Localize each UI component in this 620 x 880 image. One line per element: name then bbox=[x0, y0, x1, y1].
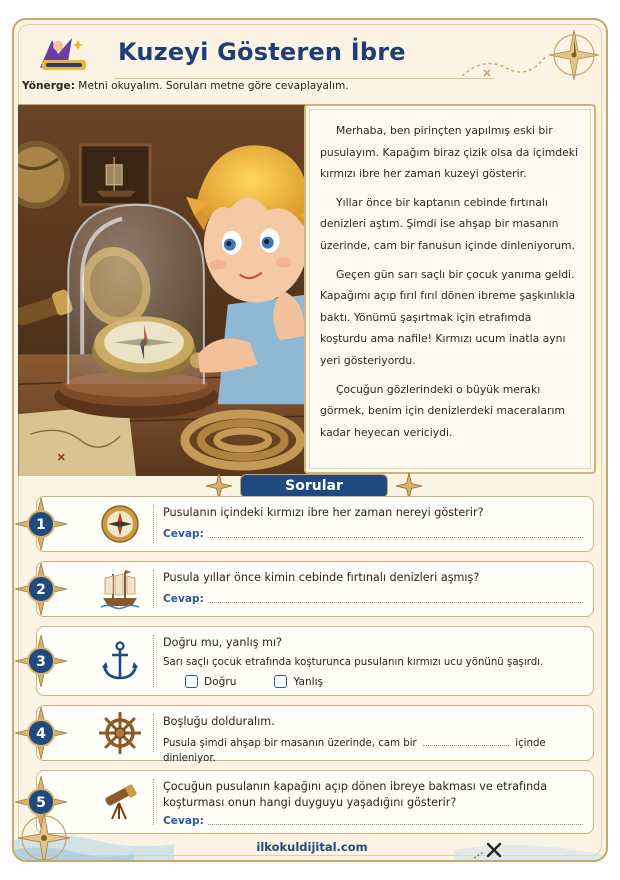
card-separator bbox=[153, 635, 154, 687]
checkbox[interactable] bbox=[274, 675, 287, 688]
answer-label: Cevap: bbox=[163, 815, 204, 827]
question-card bbox=[36, 626, 594, 696]
option-true[interactable] bbox=[185, 675, 236, 688]
true-false-options bbox=[185, 675, 583, 688]
treasure-path-icon bbox=[454, 46, 554, 82]
answer-line[interactable] bbox=[208, 528, 583, 538]
answer-row bbox=[163, 528, 583, 540]
title-divider bbox=[114, 78, 494, 79]
fill-in-sentence bbox=[163, 736, 583, 766]
answer-line[interactable] bbox=[208, 593, 583, 603]
story-illustration bbox=[18, 104, 308, 476]
question-card bbox=[36, 705, 594, 764]
question-content bbox=[163, 505, 583, 540]
compass-rose-icon bbox=[16, 810, 72, 862]
question-card bbox=[36, 561, 594, 617]
question-content bbox=[163, 635, 583, 688]
treasure-x-icon bbox=[470, 838, 510, 862]
anchor-icon bbox=[99, 640, 141, 682]
checkbox[interactable] bbox=[185, 675, 198, 688]
card-separator bbox=[153, 714, 154, 752]
question-text: Çocuğun pusulanın kapağını açıp dönen ibreye bakması ve etrafında koşturması onun hangi duyguyu yaşadığını gösterir? bbox=[163, 780, 548, 809]
question-text: Boşluğu dolduralım. bbox=[163, 715, 275, 728]
number-badge bbox=[15, 635, 67, 687]
compass-icon bbox=[99, 503, 141, 545]
card-separator bbox=[153, 505, 154, 543]
option-false[interactable] bbox=[274, 675, 323, 688]
question-content bbox=[163, 714, 583, 766]
story-paragraph: Geçen gün sarı saçlı bir çocuk yanıma geldi. Kapağımı açıp fırıl fırıl dönen ibreme şaşkınlıkla baktı. Yönümü şaşırtmak için etrafımda koşturdu ama nafile! Kırmızı ucum inatla aynı yeri gösteriyordu. bbox=[320, 267, 576, 367]
number-badge bbox=[15, 498, 67, 550]
compass-rose-icon bbox=[547, 28, 601, 82]
fill-blank[interactable] bbox=[423, 737, 509, 746]
question-text: Doğru mu, yanlış mı? bbox=[163, 636, 283, 649]
number-badge bbox=[15, 563, 67, 615]
page-title: Kuzeyi Gösteren İbre bbox=[118, 38, 406, 66]
question-number: 3 bbox=[36, 654, 46, 670]
answer-label: Cevap: bbox=[163, 593, 204, 605]
question-statement: Sarı saçlı çocuk etrafında koşturunca pusulanın kırmızı ucu yönünü şaşırdı. bbox=[163, 657, 544, 668]
fill-after: içinde dinleniyor. bbox=[163, 738, 546, 764]
question-number: 5 bbox=[36, 795, 46, 811]
worksheet bbox=[12, 18, 608, 862]
number-badge bbox=[15, 707, 67, 759]
answer-label: Cevap: bbox=[163, 528, 204, 540]
logo-icon bbox=[32, 32, 94, 78]
answer-row bbox=[163, 593, 583, 605]
question-text: Pusulanın içindeki kırmızı ibre her zaman nereyi gösterir? bbox=[163, 506, 484, 519]
question-content bbox=[163, 570, 583, 605]
question-text: Pusula yıllar önce kimin cebinde fırtınalı denizleri aşmış? bbox=[163, 571, 480, 584]
questions-title: Sorular bbox=[240, 474, 388, 498]
option-label: Yanlış bbox=[293, 675, 324, 688]
option-label: Doğru bbox=[204, 675, 237, 688]
website-link[interactable]: ilkokuldijital.com bbox=[256, 840, 368, 854]
fill-before: Pusula şimdi ahşap bir masanın üzerinde, cam bir bbox=[163, 738, 417, 749]
question-number: 1 bbox=[36, 517, 46, 533]
story-paragraph: Merhaba, ben pirinçten yapılmış eski bir pusulayım. Kapağım biraz çizik olsa da içimdeki kırmızı ibre her zaman kuzeyi gösterir. bbox=[320, 124, 579, 181]
question-number: 2 bbox=[36, 582, 46, 598]
card-separator bbox=[153, 570, 154, 608]
directive-label: Yönerge: bbox=[22, 80, 75, 92]
story-paragraph: Yıllar önce bir kaptanın cebinde fırtınalı denizleri aştım. Şimdi ise ahşap bir masanın üzerinde, cam bir fanusun içinde dinleniyorum. bbox=[320, 195, 575, 252]
sailing-ship-icon bbox=[99, 568, 141, 610]
story-paragraph: Çocuğun gözlerindeki o büyük merakı görmek, benim için denizlerdeki maceralarım kadar heyecan vericiydi. bbox=[320, 382, 565, 439]
question-number: 4 bbox=[36, 726, 46, 742]
directive bbox=[22, 80, 349, 92]
directive-text: Metni okuyalım. Soruları metne göre cevaplayalım. bbox=[74, 80, 349, 92]
question-card bbox=[36, 496, 594, 552]
ship-wheel-icon bbox=[99, 712, 141, 754]
story-box bbox=[304, 104, 596, 474]
